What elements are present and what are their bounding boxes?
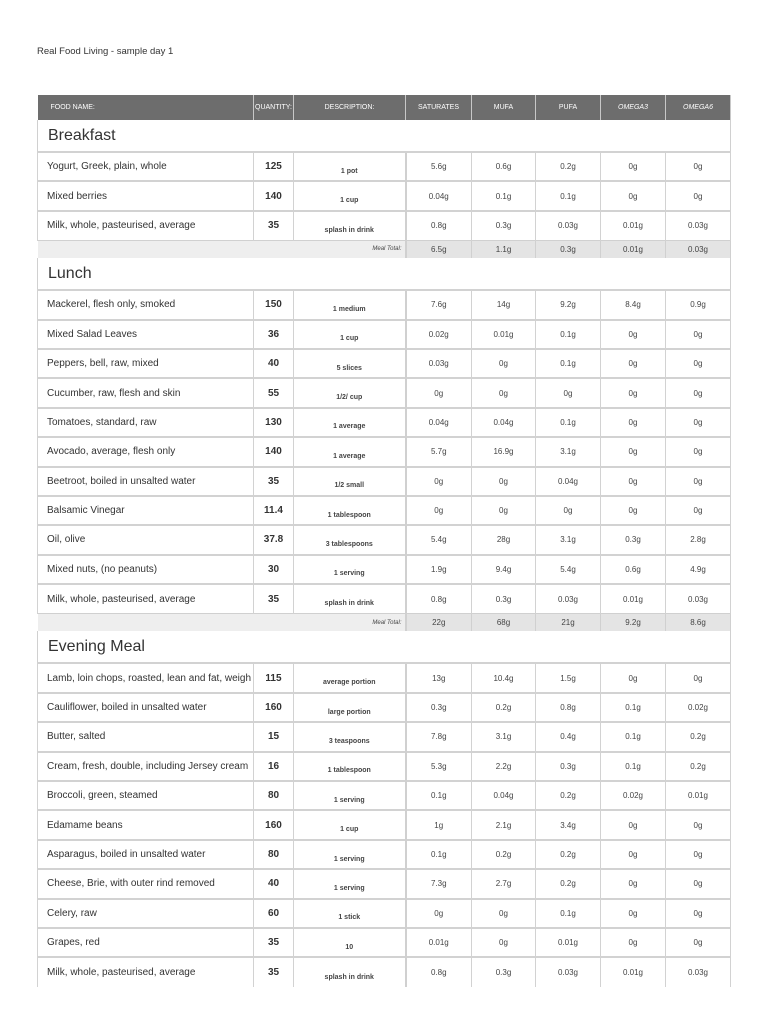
mufa-cell: 0.01g <box>472 320 536 349</box>
header-saturates: SATURATES <box>406 95 472 120</box>
saturates-cell: 13g <box>406 663 472 692</box>
table-row <box>38 899 731 928</box>
saturates-cell: 0.03g <box>406 349 472 378</box>
pufa-cell: 0.8g <box>536 693 601 722</box>
description-cell: splash in drink <box>294 211 406 240</box>
pufa-cell: 0.2g <box>536 152 601 181</box>
food-name-cell: Lamb, loin chops, roasted, lean and fat, weigh <box>38 663 254 692</box>
table-row <box>38 437 731 466</box>
omega3-cell: 0g <box>601 320 666 349</box>
food-name-cell: Cheese, Brie, with outer rind removed <box>38 869 254 898</box>
pufa-cell: 3.1g <box>536 437 601 466</box>
quantity-cell: 30 <box>254 555 294 584</box>
quantity-cell: 125 <box>254 152 294 181</box>
header-food-name: FOOD NAME: <box>38 95 254 120</box>
meal-total-mufa: 1.1g <box>472 240 536 258</box>
header-mufa: MUFA <box>472 95 536 120</box>
quantity-cell: 55 <box>254 378 294 407</box>
omega3-cell: 0g <box>601 496 666 525</box>
food-name-cell: Grapes, red <box>38 928 254 957</box>
quantity-cell: 140 <box>254 437 294 466</box>
saturates-cell: 5.3g <box>406 752 472 781</box>
saturates-cell: 7.6g <box>406 290 472 319</box>
section-title: Evening Meal <box>38 631 731 663</box>
omega6-cell: 0.03g <box>666 957 731 986</box>
meal-total-label: Meal Total: <box>38 240 406 258</box>
mufa-cell: 2.7g <box>472 869 536 898</box>
mufa-cell: 0.3g <box>472 211 536 240</box>
omega6-cell: 0g <box>666 928 731 957</box>
pufa-cell: 1.5g <box>536 663 601 692</box>
table-row <box>38 840 731 869</box>
table-header-row <box>38 95 731 120</box>
omega6-cell: 0g <box>666 467 731 496</box>
pufa-cell: 0.03g <box>536 211 601 240</box>
food-name-cell: Yogurt, Greek, plain, whole <box>38 152 254 181</box>
food-name-cell: Milk, whole, pasteurised, average <box>38 957 254 986</box>
description-cell: 1/2 small <box>294 467 406 496</box>
section-header-row <box>38 631 731 663</box>
table-row <box>38 957 731 986</box>
saturates-cell: 0g <box>406 899 472 928</box>
saturates-cell: 7.3g <box>406 869 472 898</box>
table-row <box>38 663 731 692</box>
quantity-cell: 160 <box>254 810 294 839</box>
saturates-cell: 0g <box>406 496 472 525</box>
food-name-cell: Beetroot, boiled in unsalted water <box>38 467 254 496</box>
omega3-cell: 0g <box>601 181 666 210</box>
description-cell: 1 average <box>294 408 406 437</box>
pufa-cell: 0.1g <box>536 181 601 210</box>
meal-total-omega3: 9.2g <box>601 613 666 631</box>
saturates-cell: 1.9g <box>406 555 472 584</box>
pufa-cell: 0.04g <box>536 467 601 496</box>
table-body <box>38 120 731 987</box>
description-cell: 1 stick <box>294 899 406 928</box>
description-cell: 1 tablespoon <box>294 496 406 525</box>
omega6-cell: 0.02g <box>666 693 731 722</box>
omega6-cell: 0g <box>666 378 731 407</box>
section-title: Breakfast <box>38 120 731 152</box>
food-name-cell: Peppers, bell, raw, mixed <box>38 349 254 378</box>
pufa-cell: 5.4g <box>536 555 601 584</box>
table-row <box>38 722 731 751</box>
description-cell: 1 serving <box>294 840 406 869</box>
quantity-cell: 35 <box>254 467 294 496</box>
quantity-cell: 115 <box>254 663 294 692</box>
table-row <box>38 181 731 210</box>
mufa-cell: 3.1g <box>472 722 536 751</box>
food-name-cell: Cauliflower, boiled in unsalted water <box>38 693 254 722</box>
omega3-cell: 0.01g <box>601 584 666 613</box>
pufa-cell: 0.03g <box>536 957 601 986</box>
description-cell: 1 pot <box>294 152 406 181</box>
mufa-cell: 0g <box>472 899 536 928</box>
nutrition-table <box>37 95 731 987</box>
omega3-cell: 0.02g <box>601 781 666 810</box>
quantity-cell: 60 <box>254 899 294 928</box>
food-name-cell: Asparagus, boiled in unsalted water <box>38 840 254 869</box>
omega3-cell: 8.4g <box>601 290 666 319</box>
meal-total-omega6: 0.03g <box>666 240 731 258</box>
quantity-cell: 40 <box>254 349 294 378</box>
food-name-cell: Broccoli, green, steamed <box>38 781 254 810</box>
description-cell: 10 <box>294 928 406 957</box>
omega3-cell: 0g <box>601 152 666 181</box>
description-cell: 3 tablespoons <box>294 525 406 554</box>
food-name-cell: Tomatoes, standard, raw <box>38 408 254 437</box>
omega3-cell: 0g <box>601 840 666 869</box>
mufa-cell: 0g <box>472 928 536 957</box>
saturates-cell: 0.8g <box>406 211 472 240</box>
table-row <box>38 408 731 437</box>
header-omega6: OMEGA6 <box>666 95 731 120</box>
omega3-cell: 0.01g <box>601 211 666 240</box>
omega6-cell: 0.2g <box>666 722 731 751</box>
mufa-cell: 0.6g <box>472 152 536 181</box>
omega3-cell: 0g <box>601 810 666 839</box>
food-name-cell: Milk, whole, pasteurised, average <box>38 211 254 240</box>
quantity-cell: 150 <box>254 290 294 319</box>
saturates-cell: 0.01g <box>406 928 472 957</box>
saturates-cell: 0.02g <box>406 320 472 349</box>
description-cell: splash in drink <box>294 584 406 613</box>
omega3-cell: 0g <box>601 408 666 437</box>
omega3-cell: 0g <box>601 437 666 466</box>
meal-total-omega6: 8.6g <box>666 613 731 631</box>
description-cell: average portion <box>294 663 406 692</box>
food-name-cell: Balsamic Vinegar <box>38 496 254 525</box>
omega3-cell: 0.3g <box>601 525 666 554</box>
description-cell: splash in drink <box>294 957 406 986</box>
saturates-cell: 0.1g <box>406 781 472 810</box>
pufa-cell: 0.1g <box>536 349 601 378</box>
table-row <box>38 152 731 181</box>
pufa-cell: 0.01g <box>536 928 601 957</box>
description-cell: 1 serving <box>294 869 406 898</box>
table-row <box>38 378 731 407</box>
omega6-cell: 0g <box>666 181 731 210</box>
mufa-cell: 9.4g <box>472 555 536 584</box>
quantity-cell: 35 <box>254 211 294 240</box>
table-row <box>38 584 731 613</box>
table-row <box>38 928 731 957</box>
saturates-cell: 0.3g <box>406 693 472 722</box>
omega3-cell: 0g <box>601 378 666 407</box>
pufa-cell: 0.1g <box>536 408 601 437</box>
omega6-cell: 4.9g <box>666 555 731 584</box>
saturates-cell: 0.04g <box>406 181 472 210</box>
omega6-cell: 0g <box>666 349 731 378</box>
omega6-cell: 2.8g <box>666 525 731 554</box>
pufa-cell: 0.03g <box>536 584 601 613</box>
document-title: Real Food Living - sample day 1 <box>37 46 174 57</box>
omega3-cell: 0.1g <box>601 722 666 751</box>
quantity-cell: 35 <box>254 584 294 613</box>
saturates-cell: 5.4g <box>406 525 472 554</box>
quantity-cell: 35 <box>254 928 294 957</box>
pufa-cell: 3.1g <box>536 525 601 554</box>
description-cell: 3 teaspoons <box>294 722 406 751</box>
food-name-cell: Edamame beans <box>38 810 254 839</box>
food-name-cell: Celery, raw <box>38 899 254 928</box>
omega6-cell: 0g <box>666 437 731 466</box>
description-cell: 1 medium <box>294 290 406 319</box>
section-header-row <box>38 120 731 152</box>
section-header-row <box>38 258 731 290</box>
table-row <box>38 525 731 554</box>
mufa-cell: 0g <box>472 496 536 525</box>
omega3-cell: 0.01g <box>601 957 666 986</box>
description-cell: 1 tablespoon <box>294 752 406 781</box>
food-name-cell: Mixed berries <box>38 181 254 210</box>
table-row <box>38 781 731 810</box>
description-cell: large portion <box>294 693 406 722</box>
description-cell: 1 serving <box>294 555 406 584</box>
quantity-cell: 80 <box>254 781 294 810</box>
omega6-cell: 0.03g <box>666 211 731 240</box>
pufa-cell: 0.2g <box>536 781 601 810</box>
saturates-cell: 0.04g <box>406 408 472 437</box>
pufa-cell: 0.1g <box>536 899 601 928</box>
omega6-cell: 0.2g <box>666 752 731 781</box>
food-name-cell: Cream, fresh, double, including Jersey cream <box>38 752 254 781</box>
mufa-cell: 0.3g <box>472 584 536 613</box>
mufa-cell: 0.04g <box>472 781 536 810</box>
pufa-cell: 0.3g <box>536 752 601 781</box>
pufa-cell: 0.4g <box>536 722 601 751</box>
saturates-cell: 1g <box>406 810 472 839</box>
mufa-cell: 0.3g <box>472 957 536 986</box>
omega6-cell: 0.01g <box>666 781 731 810</box>
description-cell: 1 average <box>294 437 406 466</box>
food-name-cell: Butter, salted <box>38 722 254 751</box>
meal-total-pufa: 21g <box>536 613 601 631</box>
omega3-cell: 0.6g <box>601 555 666 584</box>
omega3-cell: 0.1g <box>601 693 666 722</box>
mufa-cell: 28g <box>472 525 536 554</box>
quantity-cell: 36 <box>254 320 294 349</box>
header-description: DESCRIPTION: <box>294 95 406 120</box>
description-cell: 1 cup <box>294 320 406 349</box>
meal-total-omega3: 0.01g <box>601 240 666 258</box>
quantity-cell: 140 <box>254 181 294 210</box>
food-name-cell: Oil, olive <box>38 525 254 554</box>
table-row <box>38 810 731 839</box>
pufa-cell: 0g <box>536 496 601 525</box>
meal-total-sat: 6.5g <box>406 240 472 258</box>
mufa-cell: 0g <box>472 378 536 407</box>
table-row <box>38 349 731 378</box>
quantity-cell: 11.4 <box>254 496 294 525</box>
meal-total-pufa: 0.3g <box>536 240 601 258</box>
mufa-cell: 0.1g <box>472 181 536 210</box>
table-row <box>38 752 731 781</box>
table-row <box>38 467 731 496</box>
saturates-cell: 0g <box>406 378 472 407</box>
table-row <box>38 693 731 722</box>
mufa-cell: 0g <box>472 349 536 378</box>
quantity-cell: 40 <box>254 869 294 898</box>
section-title: Lunch <box>38 258 731 290</box>
quantity-cell: 80 <box>254 840 294 869</box>
omega3-cell: 0g <box>601 928 666 957</box>
description-cell: 1 cup <box>294 181 406 210</box>
pufa-cell: 0.2g <box>536 869 601 898</box>
mufa-cell: 14g <box>472 290 536 319</box>
omega3-cell: 0.1g <box>601 752 666 781</box>
pufa-cell: 0.2g <box>536 840 601 869</box>
pufa-cell: 0g <box>536 378 601 407</box>
omega6-cell: 0g <box>666 320 731 349</box>
mufa-cell: 16.9g <box>472 437 536 466</box>
omega6-cell: 0.9g <box>666 290 731 319</box>
saturates-cell: 5.6g <box>406 152 472 181</box>
omega3-cell: 0g <box>601 899 666 928</box>
description-cell: 1 serving <box>294 781 406 810</box>
pufa-cell: 0.1g <box>536 320 601 349</box>
omega3-cell: 0g <box>601 663 666 692</box>
omega6-cell: 0g <box>666 663 731 692</box>
mufa-cell: 2.1g <box>472 810 536 839</box>
omega6-cell: 0g <box>666 408 731 437</box>
omega3-cell: 0g <box>601 869 666 898</box>
quantity-cell: 130 <box>254 408 294 437</box>
food-name-cell: Cucumber, raw, flesh and skin <box>38 378 254 407</box>
food-name-cell: Milk, whole, pasteurised, average <box>38 584 254 613</box>
table-row <box>38 290 731 319</box>
table-row <box>38 555 731 584</box>
meal-total-sat: 22g <box>406 613 472 631</box>
omega6-cell: 0.03g <box>666 584 731 613</box>
food-name-cell: Mixed nuts, (no peanuts) <box>38 555 254 584</box>
saturates-cell: 0.8g <box>406 584 472 613</box>
meal-total-mufa: 68g <box>472 613 536 631</box>
description-cell: 1 cup <box>294 810 406 839</box>
table-row <box>38 496 731 525</box>
saturates-cell: 7.8g <box>406 722 472 751</box>
omega6-cell: 0g <box>666 810 731 839</box>
food-name-cell: Mackerel, flesh only, smoked <box>38 290 254 319</box>
saturates-cell: 5.7g <box>406 437 472 466</box>
saturates-cell: 0.8g <box>406 957 472 986</box>
meal-total-row <box>38 613 731 631</box>
omega6-cell: 0g <box>666 840 731 869</box>
mufa-cell: 10.4g <box>472 663 536 692</box>
mufa-cell: 0.2g <box>472 693 536 722</box>
table-row <box>38 320 731 349</box>
mufa-cell: 0g <box>472 467 536 496</box>
header-quantity: QUANTITY: <box>254 95 294 120</box>
mufa-cell: 0.2g <box>472 840 536 869</box>
meal-total-row <box>38 240 731 258</box>
food-name-cell: Avocado, average, flesh only <box>38 437 254 466</box>
food-name-cell: Mixed Salad Leaves <box>38 320 254 349</box>
saturates-cell: 0.1g <box>406 840 472 869</box>
quantity-cell: 16 <box>254 752 294 781</box>
quantity-cell: 37.8 <box>254 525 294 554</box>
omega6-cell: 0g <box>666 869 731 898</box>
pufa-cell: 3.4g <box>536 810 601 839</box>
omega6-cell: 0g <box>666 152 731 181</box>
omega3-cell: 0g <box>601 349 666 378</box>
pufa-cell: 9.2g <box>536 290 601 319</box>
description-cell: 5 slices <box>294 349 406 378</box>
omega6-cell: 0g <box>666 899 731 928</box>
quantity-cell: 15 <box>254 722 294 751</box>
header-pufa: PUFA <box>536 95 601 120</box>
mufa-cell: 2.2g <box>472 752 536 781</box>
table-row <box>38 869 731 898</box>
saturates-cell: 0g <box>406 467 472 496</box>
omega3-cell: 0g <box>601 467 666 496</box>
omega6-cell: 0g <box>666 496 731 525</box>
description-cell: 1/2/ cup <box>294 378 406 407</box>
quantity-cell: 160 <box>254 693 294 722</box>
header-omega3: OMEGA3 <box>601 95 666 120</box>
table-row <box>38 211 731 240</box>
meal-total-label: Meal Total: <box>38 613 406 631</box>
mufa-cell: 0.04g <box>472 408 536 437</box>
quantity-cell: 35 <box>254 957 294 986</box>
